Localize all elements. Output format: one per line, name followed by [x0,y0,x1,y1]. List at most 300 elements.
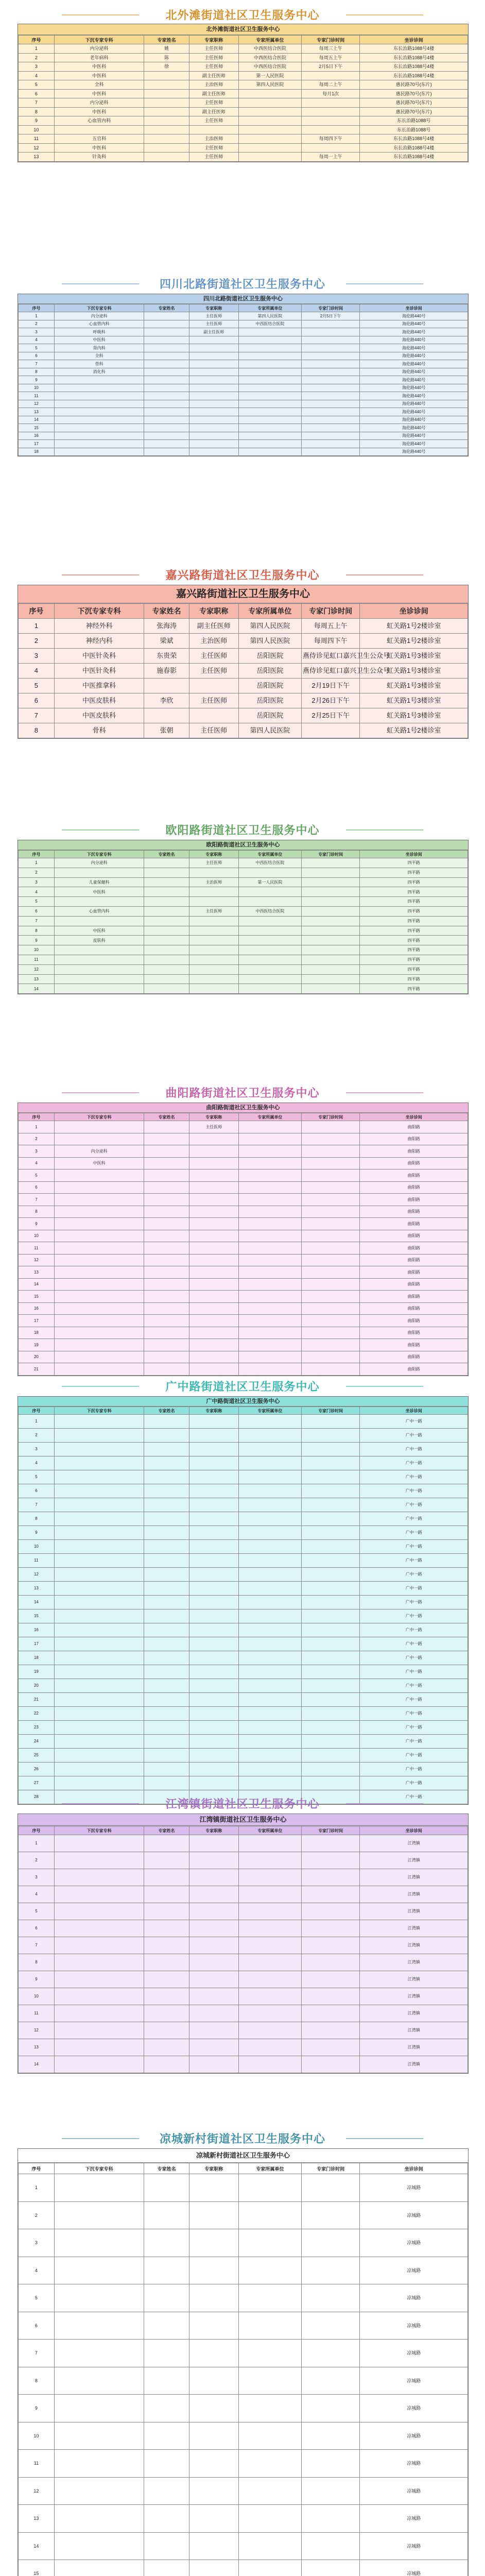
table-row [19,1121,468,1133]
section-header [0,1082,485,1103]
table-cell [238,352,301,360]
table-cell: 25 [19,1749,55,1762]
table-cell [301,344,359,352]
table-cell: 海伦路440号 [360,400,468,408]
table-row [19,1596,468,1609]
table-cell: 14 [19,416,55,424]
table-cell [54,1596,144,1609]
table-cell: 5 [19,1903,55,1920]
table-cell: 16 [19,432,55,440]
table-cell [189,440,238,448]
table-cell: 3 [19,62,55,72]
table-cell: 惠民路70号(东片) [360,107,468,116]
header-divider [62,1092,139,1093]
table-cell: 江湾镇 [360,1937,468,1954]
table-cell [54,1133,144,1145]
table-cell [238,1679,301,1693]
table-cell [238,1835,301,1852]
header-divider [346,1386,423,1387]
table-cell [301,368,359,376]
table-cell [238,1327,301,1339]
table-cell [301,1194,359,1206]
table-cell: 四平路 [360,916,468,926]
table-cell: 10 [19,2422,55,2450]
table-cell [54,1937,144,1954]
table-cell: 四平路 [360,858,468,868]
column-header: 序号 [19,2163,55,2174]
table-header-row [19,2163,468,2174]
table-cell: 主任医师 [189,152,238,162]
table-cell [189,2039,238,2056]
table-cell: 海伦路440号 [360,424,468,432]
table-caption: 广中路街道社区卫生服务中心 [18,1397,468,1406]
table-caption: 凉城新村街道社区卫生服务中心 [18,2149,468,2163]
table-cell: 海伦路440号 [360,376,468,384]
table-row [19,955,468,964]
table-cell [238,125,301,134]
table-cell [238,368,301,376]
table-cell [301,1170,359,1182]
table-row [19,2450,468,2478]
table-cell [301,107,359,116]
table-cell: 广中一路 [360,1540,468,1554]
header-divider [62,1803,139,1804]
table-row [19,1540,468,1554]
table-cell: 13 [19,152,55,162]
table-cell [189,897,238,907]
table-cell [189,1920,238,1937]
column-header: 坐诊诊间 [360,1113,468,1121]
table-cell [189,1554,238,1568]
table-row [19,1443,468,1456]
table-cell [144,1971,189,1988]
table-cell [189,1302,238,1315]
table-row [19,416,468,424]
table-cell [301,1637,359,1651]
table-cell [301,2532,359,2560]
table-row [19,936,468,945]
table-row [19,906,468,916]
table-cell: 主任医师 [189,723,238,738]
table-cell [301,360,359,368]
table-cell: 海伦路440号 [360,440,468,448]
table-cell [238,2056,301,2073]
table-cell [189,1230,238,1242]
column-header: 坐诊诊间 [360,604,468,619]
table-cell [238,1218,301,1230]
table-row [19,352,468,360]
table-cell [54,2532,144,2560]
table-cell: 3 [19,649,55,664]
table-cell [301,2257,359,2284]
table-cell: 海伦路440号 [360,432,468,440]
table-cell: 9 [19,116,55,126]
table-cell: 消化科 [54,368,144,376]
table-cell [54,1218,144,1230]
table-row [19,107,468,116]
table-cell [144,312,189,320]
table-cell [54,1512,144,1526]
table-cell: 广中一路 [360,1693,468,1707]
table-row [19,984,468,994]
table-cell [189,708,238,723]
table-cell: 曲阳路 [360,1194,468,1206]
table-cell [189,368,238,376]
table-cell: 12 [19,2022,55,2039]
table-cell [54,1254,144,1266]
table-cell [144,1145,189,1158]
table-cell [54,1707,144,1721]
table-cell: 主任医师 [189,1121,238,1133]
table-cell [301,1988,359,2005]
table-cell [144,936,189,945]
table-cell: 曲阳路 [360,1133,468,1145]
table-row [19,679,468,693]
table-cell: 9 [19,1526,55,1540]
table-cell [189,2340,238,2367]
table-cell [54,2340,144,2367]
table-cell [301,1869,359,1886]
table-cell [301,1291,359,1303]
table-caption: 北外滩街道社区卫生服务中心 [18,24,468,35]
table-cell [238,916,301,926]
table-cell [144,80,189,90]
table-row [19,1157,468,1170]
table-cell [189,2560,238,2576]
table-cell: 儿童保健科 [54,877,144,887]
table-row [19,1852,468,1869]
table-cell [54,1242,144,1255]
table-cell: 5 [19,2284,55,2312]
table-cell [144,1582,189,1596]
table-row [19,116,468,126]
table-cell [54,2201,144,2229]
table-cell: 梁斌 [144,634,189,649]
table-cell: 广中一路 [360,1637,468,1651]
table-cell: 24 [19,1735,55,1749]
table-cell [301,71,359,80]
table-cell [301,1749,359,1762]
table-row [19,1988,468,2005]
table-cell [54,1194,144,1206]
table-cell: 18 [19,1327,55,1339]
table-cell [54,1582,144,1596]
table-cell [189,1339,238,1351]
table-cell [238,936,301,945]
table-cell: 四平路 [360,897,468,907]
column-header: 专家姓名 [144,1113,189,1121]
table-cell [189,1266,238,1279]
section-title: 广中路街道社区卫生服务中心 [165,1378,319,1394]
column-header: 专家门诊时间 [301,851,359,858]
table-cell: 曲阳路 [360,1121,468,1133]
table-cell: 海伦路440号 [360,416,468,424]
table-cell [54,2284,144,2312]
table-cell [144,1470,189,1484]
table-cell [54,1540,144,1554]
table-cell [301,1121,359,1133]
table-cell [301,1665,359,1679]
table-row [19,2201,468,2229]
table-cell [301,1526,359,1540]
table-cell: 中医科 [54,71,144,80]
table-cell: 1 [19,2174,55,2202]
table-row [19,1315,468,1327]
table-cell [238,1363,301,1376]
table-cell [238,2477,301,2505]
table-cell [189,416,238,424]
table-cell [301,1886,359,1903]
table-cell [238,384,301,392]
table-cell [301,1920,359,1937]
table-cell [54,1339,144,1351]
table-cell [54,432,144,440]
table-cell: 6 [19,1920,55,1937]
table-cell: 东长治路1088号4楼 [360,53,468,62]
table-cell: 2月26日下午 [301,693,359,708]
table-cell: 凉城路 [360,2532,468,2560]
table-cell [238,360,301,368]
table-cell: 7 [19,1194,55,1206]
table-row [19,1206,468,1218]
table-cell [189,2422,238,2450]
table-cell [189,1218,238,1230]
table-row [19,868,468,877]
table-cell [144,1254,189,1266]
table-cell: 5 [19,897,55,907]
table-cell: 2月25日下午 [301,708,359,723]
table-cell: 11 [19,2450,55,2478]
table-cell: 四平路 [360,974,468,984]
table-header-row [19,851,468,858]
table-cell [238,1351,301,1363]
table-cell [189,1456,238,1470]
table-cell [301,1609,359,1623]
table-cell [54,2395,144,2422]
table-cell [238,974,301,984]
table-cell [238,1554,301,1568]
table-cell: 燕侍诊见虹口嘉兴卫生公众号 [301,649,359,664]
table-cell: 骨科 [54,723,144,738]
column-header: 下沉专家专科 [54,36,144,44]
table-row [19,2056,468,2073]
table-cell [144,328,189,336]
table-cell [301,2229,359,2257]
table-cell: 广中一路 [360,1498,468,1512]
table-cell [238,400,301,408]
table-row [19,1920,468,1937]
table-cell [238,1651,301,1665]
table-cell [189,1852,238,1869]
table-cell [301,400,359,408]
table-cell [238,2395,301,2422]
table-cell: 虹关路1号3楼诊室 [360,664,468,679]
table-cell [144,984,189,994]
table-row [19,360,468,368]
table-cell [144,408,189,416]
table-row [19,1954,468,1971]
table-cell [301,416,359,424]
table-cell [189,384,238,392]
table-cell: 2月5日下午 [301,62,359,72]
table-cell [54,1363,144,1376]
table-row [19,1903,468,1920]
table-row [19,2229,468,2257]
table-row [19,1429,468,1443]
table-cell: 27 [19,1776,55,1790]
table-cell [144,1121,189,1133]
column-header: 专家所属单位 [238,1826,301,1835]
table-cell [301,1363,359,1376]
column-header: 专家所属单位 [238,851,301,858]
table-cell: 4 [19,336,55,344]
table-caption: 四川北路街道社区卫生服务中心 [18,294,468,304]
table-cell: 14 [19,1596,55,1609]
table-row [19,1869,468,1886]
table-cell: 广中一路 [360,1568,468,1582]
table-cell [144,376,189,384]
table-cell [54,2477,144,2505]
table-cell [54,1869,144,1886]
table-cell: 4 [19,887,55,897]
table-cell [238,1302,301,1315]
table-cell [301,2340,359,2367]
table-cell: 曲阳路 [360,1181,468,1194]
table-cell: 中医科 [54,336,144,344]
table-cell [144,143,189,152]
table-cell [301,2005,359,2022]
table-cell [144,926,189,936]
table-cell [54,1327,144,1339]
table-cell: 皮肤科 [54,936,144,945]
table-cell: 1 [19,619,55,634]
table-cell [301,352,359,360]
section-header [0,1793,485,1814]
column-header: 序号 [19,36,55,44]
table-cell [301,2560,359,2576]
table-cell [144,1363,189,1376]
table-cell [144,1721,189,1735]
center-section [0,1376,485,1396]
table-cell [189,974,238,984]
table-cell [238,1230,301,1242]
table-cell: 凉城路 [360,2422,468,2450]
table-row [19,384,468,392]
table-row [19,1230,468,1242]
table-cell [301,1568,359,1582]
column-header: 专家门诊时间 [301,36,359,44]
table-cell [301,1776,359,1790]
table-cell [301,2022,359,2039]
table-row [19,1749,468,1762]
table-cell [189,1157,238,1170]
table-cell [54,1181,144,1194]
header-divider [346,2138,423,2139]
column-header: 序号 [19,851,55,858]
table-cell [238,926,301,936]
section-title: 江湾镇街道社区卫生服务中心 [165,1795,319,1811]
table-row [19,974,468,984]
table-cell: 东长治路1088号4楼 [360,71,468,80]
table-cell [54,408,144,416]
table-cell [189,2532,238,2560]
table-cell: 主任医师 [189,312,238,320]
table-cell [189,408,238,416]
table-cell [144,98,189,108]
table-cell [144,1170,189,1182]
table-cell [238,1254,301,1266]
table-row [19,2022,468,2039]
table-cell [238,134,301,144]
header-divider [62,1386,139,1387]
table-cell [238,964,301,974]
table-row [19,1327,468,1339]
table-cell: 15 [19,424,55,432]
table-cell: 姚 [144,44,189,54]
table-cell [144,1903,189,1920]
table-cell: 4 [19,1886,55,1903]
table-cell: 广中一路 [360,1665,468,1679]
table-cell: 每月1次 [301,89,359,98]
column-header: 专家门诊时间 [301,1826,359,1835]
table-cell [189,1665,238,1679]
table-cell [54,2257,144,2284]
table-cell [301,1651,359,1665]
table-cell [301,328,359,336]
table-cell: 肾内科 [54,344,144,352]
table-cell [238,1735,301,1749]
table-cell: 海伦路440号 [360,328,468,336]
table-cell [238,1903,301,1920]
table-cell: 第一人民医院 [238,877,301,887]
table-cell: 东长治路1088号4楼 [360,44,468,54]
table-cell: 江湾镇 [360,1886,468,1903]
table-cell: 8 [19,1206,55,1218]
table-cell [144,448,189,456]
table-cell [189,2257,238,2284]
table-cell: 11 [19,1242,55,1255]
table-cell [54,974,144,984]
table-cell: 四平路 [360,868,468,877]
table-cell [238,89,301,98]
table-cell [189,984,238,994]
table-cell [144,384,189,392]
table-cell: 曲阳路 [360,1170,468,1182]
table-cell [54,1315,144,1327]
table-cell: 内分泌科 [54,44,144,54]
table-cell [189,1291,238,1303]
table-cell: 广中一路 [360,1623,468,1637]
table-cell: 江湾镇 [360,1988,468,2005]
table-cell: 四平路 [360,906,468,916]
table-cell [54,2229,144,2257]
table-cell: 中医皮肤科 [54,693,144,708]
table-cell: 广中一路 [360,1526,468,1540]
table-cell: 9 [19,1218,55,1230]
table-cell: 海伦路440号 [360,336,468,344]
table-cell: 凉城路 [360,2229,468,2257]
header-divider [62,283,139,284]
table-cell [189,1181,238,1194]
table-cell [189,1762,238,1776]
table-cell [238,376,301,384]
table-cell [189,1623,238,1637]
table-cell [238,344,301,352]
table-cell [189,1206,238,1218]
table-cell: 2 [19,1133,55,1145]
table-cell: 20 [19,1351,55,1363]
table-row [19,2505,468,2533]
